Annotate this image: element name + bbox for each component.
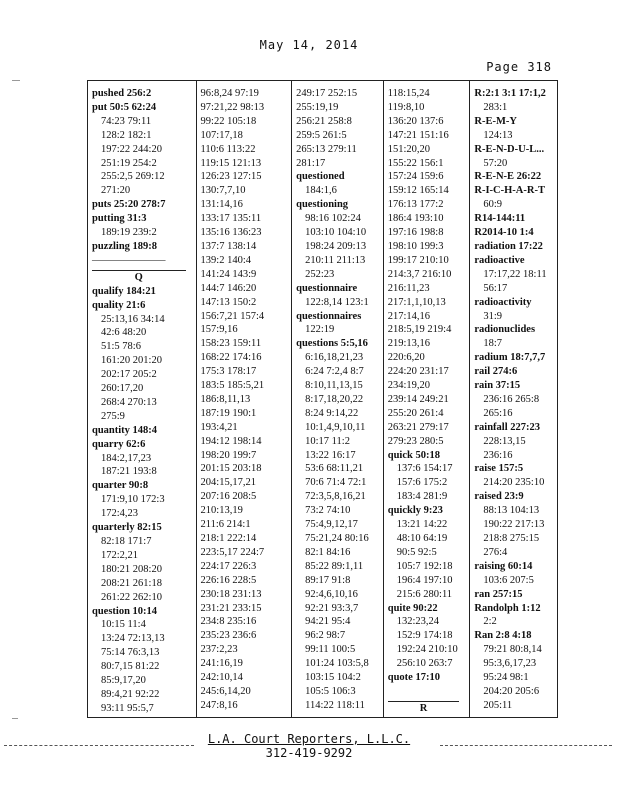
index-reference: 88:13 104:13 (483, 505, 540, 517)
index-reference: 235:23 236:6 (200, 630, 257, 642)
index-reference: 157:9,16 (200, 324, 238, 336)
index-reference: 82:18 171:7 (101, 536, 152, 547)
index-reference: 51:5 78:6 (101, 341, 141, 353)
index-reference: 8:17,18,20,22 (305, 393, 364, 405)
index-reference: 141:24 143:9 (200, 268, 257, 280)
index-reference: 90:5 92:5 (396, 546, 437, 558)
index-reference: 25:13,16 34:14 (101, 313, 165, 325)
index-term: Randolph 1:12 (474, 602, 541, 614)
index-reference: 74:23 79:11 (101, 115, 152, 127)
index-term: qualify 184:21 (92, 285, 156, 297)
index-reference: 281:17 (296, 157, 326, 169)
index-reference: 122:8,14 123:1 (305, 296, 369, 308)
index-reference: 172:2,21 (101, 549, 139, 561)
page-number: Page 318 (486, 60, 552, 74)
index-reference: 255:20 261:4 (387, 407, 444, 419)
index-reference: 92:21 93:3,7 (305, 602, 359, 614)
index-reference: 75:21,24 80:16 (305, 533, 369, 544)
index-reference: 218:1 222:14 (200, 533, 257, 544)
index-reference: 118:15,24 (387, 88, 430, 99)
index-reference: 198:24 209:13 (305, 240, 367, 252)
index-reference: 96:8,24 97:19 (200, 88, 259, 99)
index-reference: 137:6 154:17 (396, 463, 453, 475)
index-reference: 215:6 280:11 (396, 588, 453, 600)
index-term: rail 274:6 (474, 366, 518, 378)
index-reference: 95:24 98:1 (483, 672, 529, 684)
index-reference: 207:16 208:5 (200, 491, 257, 503)
index-reference: 216:11,23 (387, 282, 430, 294)
margin-mark (12, 718, 18, 719)
index-column-1 (88, 81, 197, 717)
index-term: put 50:5 62:24 (92, 101, 157, 113)
index-reference: 6:24 7:2,4 8:7 (305, 366, 364, 378)
index-reference: 211:6 214:1 (200, 519, 251, 531)
index-reference: 252:23 (305, 268, 335, 280)
index-reference: 95:3,6,17,23 (483, 658, 537, 670)
index-reference: ——————— (92, 254, 166, 266)
index-reference: 157:6 175:2 (396, 477, 448, 489)
index-term: Ran 2:8 4:18 (474, 630, 532, 642)
index-term: raising 60:14 (474, 560, 533, 572)
index-reference: 241:16,19 (200, 658, 243, 670)
index-term: radiation 17:22 (474, 240, 543, 252)
index-term: R-I-C-H-A-R-T (474, 185, 545, 197)
index-reference: 151:20,20 (387, 143, 431, 155)
index-reference: 214:20 235:10 (483, 477, 545, 489)
court-reporter-phone: 312-419-9292 (265, 746, 353, 760)
index-reference: 255:2,5 269:12 (101, 171, 165, 183)
index-reference: 237:2,23 (200, 644, 238, 656)
index-reference: 8:10,11,13,15 (305, 380, 363, 392)
index-reference: 17:17,22 18:11 (483, 268, 547, 280)
index-reference: 80:7,15 81:22 (101, 661, 160, 673)
index-reference: 224:20 231:17 (387, 366, 449, 378)
index-reference: 122:19 (305, 324, 335, 336)
index-reference: 265:13 279:11 (296, 143, 357, 155)
index-reference: 99:11 100:5 (305, 644, 356, 656)
index-term: rainfall 227:23 (474, 421, 540, 433)
index-term: quite 90:22 (387, 602, 438, 614)
index-reference: 183:5 185:5,21 (200, 380, 265, 392)
index-reference: 13:21 14:22 (396, 519, 448, 531)
index-term: radium 18:7,7,7 (474, 352, 546, 364)
index-reference: 220:6,20 (387, 352, 425, 364)
index-reference: 234:8 235:16 (200, 616, 257, 628)
index-reference: 137:7 138:14 (200, 240, 257, 252)
index-reference: 119:8,10 (387, 101, 425, 113)
index-reference: 119:15 121:13 (200, 157, 262, 169)
index-reference: 155:22 156:1 (387, 157, 444, 169)
index-reference: 92:4,6,10,16 (305, 588, 358, 600)
index-term: puzzling 189:8 (92, 240, 158, 252)
index-reference: 89:17 91:8 (305, 574, 351, 586)
index-reference: 2:2 (483, 616, 497, 628)
index-reference: 242:10,14 (200, 672, 243, 684)
index-term: R-E-M-Y (474, 115, 517, 127)
index-reference (388, 685, 470, 699)
index-reference: 217:14,16 (387, 310, 431, 322)
index-reference: 187:21 193:8 (101, 466, 157, 478)
index-term: R-E-N-D-U-L... (474, 143, 545, 155)
index-reference: 247:8,16 (200, 699, 238, 711)
index-column-4 (384, 81, 471, 717)
index-reference: 133:17 135:11 (200, 213, 262, 225)
index-term: R-E-N-E 26:22 (474, 171, 542, 183)
index-reference: 210:13,19 (200, 505, 243, 517)
footer (0, 732, 618, 760)
index-reference: 234:19,20 (387, 380, 431, 392)
index-reference: 218:8 275:15 (483, 533, 540, 544)
index-reference: 171:9,10 172:3 (101, 494, 165, 506)
index-reference: 204:15,17,21 (200, 477, 256, 489)
index-reference: 56:17 (483, 282, 508, 294)
index-reference: 223:5,17 224:7 (200, 546, 265, 558)
index-reference: 10:17 11:2 (305, 435, 350, 447)
index-reference: 210:11 211:13 (305, 254, 366, 266)
index-reference: 279:23 280:5 (387, 435, 444, 447)
index-term: R:2:1 3:1 17:1,2 (474, 88, 546, 99)
index-reference: 217:1,1,10,13 (387, 296, 446, 308)
transcript-date: May 14, 2014 (259, 38, 359, 52)
index-reference: 147:13 150:2 (200, 296, 257, 308)
index-reference: 13:22 16:17 (305, 449, 356, 461)
index-reference: 97:21,22 98:13 (200, 101, 265, 113)
index-reference: 186:4 193:10 (387, 213, 444, 225)
index-term: quote 17:10 (387, 672, 440, 684)
index-reference: 103:10 104:10 (305, 227, 367, 239)
word-index-table (87, 80, 558, 718)
margin-mark (12, 80, 20, 81)
index-reference: 194:12 198:14 (200, 435, 262, 447)
index-reference: 190:22 217:13 (483, 519, 545, 531)
index-term: quarterly 82:15 (92, 522, 162, 534)
index-reference: 75:14 76:3,13 (101, 647, 160, 659)
index-reference: 256:21 258:8 (296, 115, 352, 127)
index-reference: 53:6 68:11,21 (305, 463, 364, 475)
index-term: raise 157:5 (474, 463, 524, 475)
index-reference: 186:8,11,13 (200, 393, 251, 405)
index-term: R2014-10 1:4 (474, 227, 534, 239)
index-reference: 192:24 210:10 (396, 644, 458, 656)
index-term: questionnaires (296, 310, 362, 322)
index-reference: 198:20 199:7 (200, 449, 257, 461)
index-term: raised 23:9 (474, 491, 524, 503)
index-reference: 197:16 198:8 (387, 227, 444, 239)
index-reference: 114:22 118:11 (305, 699, 365, 711)
index-term: radioactivity (474, 296, 532, 308)
index-reference: 99:22 105:18 (200, 115, 257, 127)
index-term: questions 5:5,16 (296, 338, 368, 350)
index-reference: 161:20 201:20 (101, 355, 162, 367)
section-letter: Q (92, 270, 186, 285)
index-reference: 18:7 (483, 338, 503, 350)
index-reference: 249:17 252:15 (296, 88, 358, 99)
index-reference: 184:2,17,23 (101, 452, 152, 464)
index-reference: 48:10 64:19 (396, 533, 448, 544)
index-reference: 184:1,6 (305, 185, 337, 197)
index-reference: 183:4 281:9 (396, 491, 448, 503)
index-term: R14-144:11 (474, 213, 526, 225)
index-reference: 261:22 262:10 (101, 591, 162, 603)
index-reference: 193:4,21 (200, 421, 238, 433)
index-reference: 147:21 151:16 (387, 129, 449, 141)
index-term: quickly 9:23 (387, 505, 443, 517)
index-term: radioactive (474, 254, 525, 266)
index-reference: 126:23 127:15 (200, 171, 262, 183)
index-reference: 196:4 197:10 (396, 574, 453, 586)
index-reference: 199:17 210:10 (387, 254, 449, 266)
index-reference: 158:23 159:11 (200, 338, 262, 350)
index-reference: 60:9 (483, 199, 503, 211)
index-reference: 89:4,21 92:22 (101, 688, 160, 700)
index-reference: 168:22 174:16 (200, 352, 262, 364)
index-column-3 (292, 81, 384, 717)
index-reference: 85:9,17,20 (101, 675, 146, 687)
index-reference: 10:1,4,9,10,11 (305, 421, 366, 433)
index-reference: 259:5 261:5 (296, 129, 347, 141)
index-reference: 13:24 72:13,13 (101, 633, 165, 645)
index-reference: 271:20 (101, 185, 131, 197)
index-reference: 263:21 279:17 (387, 421, 449, 433)
index-reference: 57:20 (483, 157, 508, 169)
index-reference: 236:16 265:8 (483, 393, 540, 405)
court-reporter-name: L.A. Court Reporters, L.L.C. (207, 732, 411, 746)
index-reference: 103:6 207:5 (483, 574, 534, 586)
index-reference: 128:2 182:1 (101, 129, 152, 141)
index-term: questionnaire (296, 282, 358, 294)
index-reference: 224:17 226:3 (200, 560, 257, 572)
index-term: quarter 90:8 (92, 480, 149, 492)
index-reference: 239:14 249:21 (387, 393, 449, 405)
index-term: pushed 256:2 (92, 88, 152, 99)
index-term: question 10:14 (92, 605, 158, 617)
index-reference: 6:16,18,21,23 (305, 352, 364, 364)
index-reference: 180:21 208:20 (101, 563, 162, 575)
index-reference: 124:13 (483, 129, 513, 141)
index-reference: 8:24 9:14,22 (305, 407, 359, 419)
index-term: questioned (296, 171, 345, 183)
index-reference: 157:24 159:6 (387, 171, 444, 183)
index-term: questioning (296, 199, 349, 211)
index-term: quick 50:18 (387, 449, 440, 461)
index-reference: 256:10 263:7 (396, 658, 453, 670)
index-column-5 (470, 81, 557, 717)
index-reference: 94:21 95:4 (305, 616, 351, 628)
index-reference: 79:21 80:8,14 (483, 644, 542, 656)
index-reference: 75:4,9,12,17 (305, 519, 358, 531)
index-reference: 245:6,14,20 (200, 685, 251, 697)
index-reference: 101:24 103:5,8 (305, 658, 369, 670)
index-reference: 201:15 203:18 (200, 463, 262, 475)
index-reference: 96:2 98:7 (305, 630, 346, 642)
index-reference: 82:1 84:16 (305, 546, 351, 558)
section-letter: R (388, 701, 460, 716)
index-reference: 93:11 95:5,7 (101, 702, 154, 714)
index-reference: 275:9 (101, 410, 125, 422)
index-reference: 85:22 89:1,11 (305, 560, 364, 572)
index-reference: 204:20 205:6 (483, 685, 540, 697)
index-reference: 110:6 113:22 (200, 143, 256, 155)
index-reference: 42:6 48:20 (101, 327, 147, 339)
index-reference: 103:15 104:2 (305, 672, 361, 684)
index-reference: 255:19,19 (296, 101, 339, 113)
index-reference: 268:4 270:13 (101, 396, 157, 408)
index-reference: 228:13,15 (483, 435, 526, 447)
index-reference: 189:19 239:2 (101, 227, 157, 239)
index-reference: 70:6 71:4 72:1 (305, 477, 367, 489)
index-reference: 231:21 233:15 (200, 602, 262, 614)
index-term: puts 25:20 278:7 (92, 199, 166, 211)
index-reference: 159:12 165:14 (387, 185, 449, 197)
index-term: quality 21:6 (92, 299, 146, 311)
index-reference: 226:16 228:5 (200, 574, 257, 586)
index-reference: 98:16 102:24 (305, 213, 361, 225)
index-reference: 202:17 205:2 (101, 369, 157, 381)
index-reference: 131:14,16 (200, 199, 243, 211)
index-reference: 219:13,16 (387, 338, 431, 350)
index-reference: 132:23,24 (396, 616, 440, 628)
index-reference: 187:19 190:1 (200, 407, 257, 419)
index-term: quarry 62:6 (92, 438, 146, 450)
index-term: rain 37:15 (474, 380, 521, 392)
index-reference: 136:20 137:6 (387, 115, 444, 127)
index-reference: 176:13 177:2 (387, 199, 444, 211)
index-term: radionuclides (474, 324, 536, 336)
index-reference: 144:7 146:20 (200, 282, 257, 294)
index-term: quantity 148:4 (92, 424, 158, 436)
index-reference: 175:3 178:17 (200, 366, 257, 378)
index-reference: 214:3,7 216:10 (387, 268, 452, 280)
index-reference: 31:9 (483, 310, 503, 322)
index-reference: 260:17,20 (101, 383, 144, 395)
index-reference: 105:7 192:18 (396, 560, 453, 572)
index-reference: 198:10 199:3 (387, 240, 444, 252)
index-term: putting 31:3 (92, 213, 147, 225)
index-reference: 251:19 254:2 (101, 157, 157, 169)
index-reference: 152:9 174:18 (396, 630, 453, 642)
index-reference: 230:18 231:13 (200, 588, 262, 600)
index-term: ran 257:15 (474, 588, 523, 600)
index-reference: 10:15 11:4 (101, 619, 146, 631)
index-reference: 172:4,23 (101, 508, 139, 520)
index-reference: 236:16 (483, 449, 513, 461)
index-reference: 107:17,18 (200, 129, 243, 141)
index-reference: 218:5,19 219:4 (387, 324, 452, 336)
index-reference: 156:7,21 157:4 (200, 310, 265, 322)
index-reference: 105:5 106:3 (305, 685, 356, 697)
index-reference: 73:2 74:10 (305, 505, 351, 517)
index-reference: 283:1 (483, 101, 508, 113)
index-reference: 130:7,7,10 (200, 185, 246, 197)
index-reference: 205:11 (483, 699, 513, 711)
index-reference: 139:2 140:4 (200, 254, 251, 266)
index-reference: 135:16 136:23 (200, 227, 262, 239)
index-reference: 276:4 (483, 546, 508, 558)
index-column-2 (197, 81, 293, 717)
index-reference: 197:22 244:20 (101, 143, 162, 155)
index-reference: 208:21 261:18 (101, 577, 162, 589)
index-reference: 72:3,5,8,16,21 (305, 491, 366, 503)
index-reference: 265:16 (483, 407, 513, 419)
